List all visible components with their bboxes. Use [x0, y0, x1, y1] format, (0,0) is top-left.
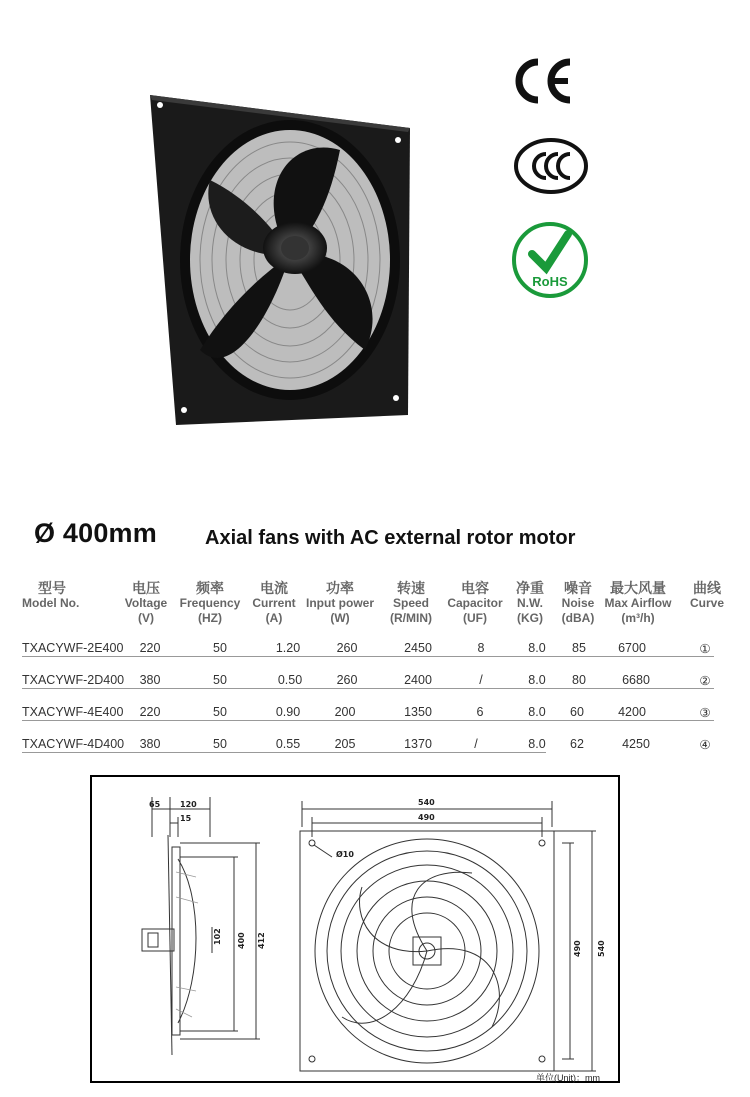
row-divider — [22, 720, 714, 721]
cell-capacitor: 6 — [476, 705, 484, 719]
header-input-power: 功率 Input power (W) — [306, 580, 374, 625]
dimension-drawing-svg — [92, 777, 618, 1081]
header-max-airflow: 最大风量 Max Airflow (m³/h) — [604, 580, 672, 625]
cell-frequency: 50 — [213, 705, 227, 719]
cell-power: 200 — [334, 705, 356, 719]
cell-weight: 8.0 — [528, 673, 546, 687]
dimension-drawing — [90, 775, 620, 1083]
cell-airflow: 4250 — [622, 737, 650, 751]
header-speed: 转速 Speed (R/MIN) — [390, 580, 432, 625]
cell-noise: 80 — [572, 673, 586, 687]
cell-current: 0.50 — [277, 673, 303, 687]
cell-curve: ④ — [699, 738, 711, 752]
table-row — [0, 641, 750, 661]
cell-frequency: 50 — [213, 673, 227, 687]
dim-540-top: 540 — [418, 798, 435, 807]
cell-weight: 8.0 — [528, 641, 546, 655]
dim-400: 400 — [237, 932, 246, 949]
table-row — [0, 673, 750, 693]
dim-15: 15 — [180, 814, 192, 823]
cell-speed: 1350 — [404, 705, 432, 719]
cell-curve: ② — [699, 674, 711, 688]
cell-voltage: 380 — [139, 673, 161, 687]
rohs-mark-icon — [510, 218, 596, 302]
rohs-label: RoHS — [532, 274, 568, 289]
dim-65: 65 — [149, 800, 161, 809]
cell-capacitor: / — [474, 737, 478, 751]
row-divider — [22, 656, 714, 657]
row-divider — [22, 752, 546, 753]
cell-noise: 60 — [570, 705, 584, 719]
cell-model: TXACYWF-2D400 — [22, 673, 125, 687]
header-curve: 曲线 Curve — [689, 580, 724, 610]
cell-current: 0.90 — [275, 705, 301, 719]
dim-490-side: 490 — [573, 940, 582, 957]
cell-voltage: 220 — [139, 641, 161, 655]
cell-weight: 8.0 — [528, 737, 546, 751]
cell-current: 0.55 — [275, 737, 301, 751]
table-row — [0, 705, 750, 725]
header-current: 电流 Current (A) — [252, 580, 296, 625]
unit-label: 单位(Unit)：mm — [536, 1073, 600, 1083]
cell-frequency: 50 — [213, 737, 227, 751]
cell-airflow: 6680 — [622, 673, 650, 687]
cell-power: 260 — [336, 641, 358, 655]
cell-curve: ① — [699, 642, 711, 656]
header-net-weight: 净重 N.W. (KG) — [516, 580, 544, 625]
table-row — [0, 737, 750, 757]
ce-mark-icon — [512, 56, 576, 106]
cell-capacitor: 8 — [477, 641, 485, 655]
cell-current: 1.20 — [275, 641, 301, 655]
cell-power: 205 — [334, 737, 356, 751]
cell-model: TXACYWF-4E400 — [22, 705, 124, 719]
dim-120: 120 — [180, 800, 197, 809]
cell-curve: ③ — [699, 706, 711, 720]
header-capacitor: 电容 Capacitor (UF) — [447, 580, 503, 625]
cell-speed: 1370 — [404, 737, 432, 751]
header-frequency: 频率 Frequency (HZ) — [179, 580, 241, 625]
dim-hole: Ø10 — [336, 850, 354, 859]
dim-540-side: 540 — [597, 940, 606, 957]
cell-speed: 2400 — [404, 673, 432, 687]
product-subtitle: Axial fans with AC external rotor motor — [205, 527, 576, 549]
cell-airflow: 4200 — [618, 705, 646, 719]
cell-weight: 8.0 — [528, 705, 546, 719]
cell-voltage: 220 — [139, 705, 161, 719]
diameter-title: Ø 400mm — [34, 518, 157, 548]
cell-capacitor: / — [479, 673, 483, 687]
cell-airflow: 6700 — [618, 641, 646, 655]
ccc-mark-icon — [512, 136, 590, 196]
cell-noise: 62 — [570, 737, 584, 751]
cell-power: 260 — [336, 673, 358, 687]
row-divider — [22, 688, 714, 689]
cell-model: TXACYWF-4D400 — [22, 737, 125, 751]
cell-noise: 85 — [572, 641, 586, 655]
header-noise: 噪音 Noise (dBA) — [561, 580, 595, 625]
axial-fan-photo — [140, 80, 430, 430]
dim-412: 412 — [257, 932, 266, 949]
header-voltage: 电压 Voltage (V) — [124, 580, 168, 625]
cell-speed: 2450 — [404, 641, 432, 655]
cell-frequency: 50 — [213, 641, 227, 655]
dim-102: 102 — [213, 928, 222, 945]
dim-490-top: 490 — [418, 813, 435, 822]
cell-model: TXACYWF-2E400 — [22, 641, 124, 655]
header-model: 型号 Model No. — [22, 580, 80, 610]
cell-voltage: 380 — [139, 737, 161, 751]
